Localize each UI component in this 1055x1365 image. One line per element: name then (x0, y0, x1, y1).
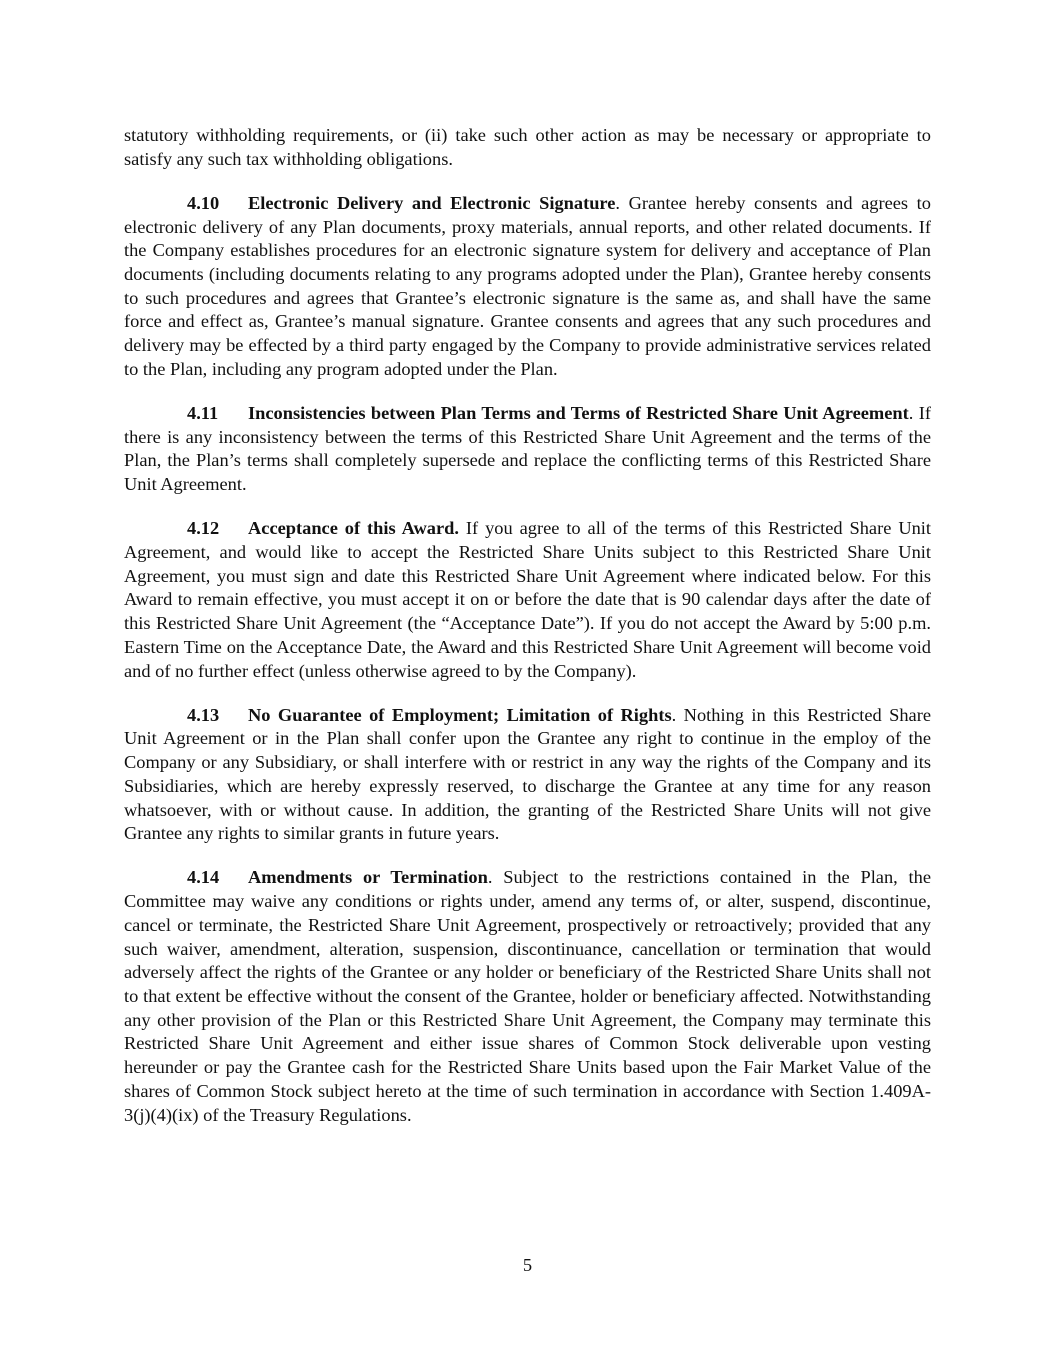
section-number: 4.12 (187, 518, 220, 539)
heading-suffix: . (671, 704, 677, 725)
document-page (124, 124, 931, 1148)
section-heading: Acceptance of this Award. (248, 518, 459, 539)
intro-paragraph: statutory withholding requirements, or (ii) take such other action as may be necessary or appropriate to satisfy any such tax withholding obligations. (124, 125, 931, 169)
page-number: 5 (522, 1255, 533, 1275)
section-4-11 (124, 402, 931, 497)
section-body: If there is any inconsistency between the terms of this Restricted Share Unit Agreement and the terms of the Plan, the Plan’s terms shall completely supersede and replace the conflicting terms of this Restricted Share Unit Agreement. (124, 403, 931, 495)
section-body: Subject to the restrictions contained in the Plan, the Committee may waive any conditions or rights under, amend any terms of, or alter, suspend, discontinue, cancel or terminate, the Restricted Share Unit Agreement, prospectively or retroactively; provided that any such waiver, amendment, alteration, suspension, discontinuance, cancellation or termination that would adversely affect the rights of the Grantee or any holder or beneficiary of the Restricted Share Units shall not to that extent be effective without the consent of the Grantee, holder or beneficiary affected. Notwithstanding any other provision of the Plan or this Restricted Share Unit Agreement, the Company may terminate this Restricted Share Unit Agreement and either issue shares of Common Stock deliverable upon vesting hereunder or pay the Grantee cash for the Restricted Share Units based upon the Fair Market Value of the shares of Common Stock subject hereto at the time of such termination in accordance with Section 1.409A-3(j)(4)(ix) of the Treasury Regulations. (124, 867, 931, 1125)
section-body: Grantee hereby consents and agrees to electronic delivery of any Plan documents, proxy materials, annual reports, and other related documents. If the Company establishes procedures for an electronic signature system for delivery and acceptance of Plan documents (including documents relating to any programs adopted under the Plan), Grantee hereby consents to such procedures and agrees that Grantee’s electronic signature is the same as, and shall have the same force and effect as, Grantee’s manual signature. Grantee consents and agrees that any such procedures and delivery may be effected by a third party engaged by the Company to provide administrative services related to the Plan, including any program adopted under the Plan. (124, 192, 931, 379)
section-number: 4.14 (187, 867, 220, 888)
section-number: 4.13 (187, 704, 220, 725)
section-4-10 (124, 192, 931, 382)
heading-suffix: . (615, 192, 621, 213)
section-heading: No Guarantee of Employment; Limitation of Rights (248, 704, 672, 725)
heading-suffix: . (908, 403, 914, 424)
section-4-12 (124, 517, 931, 683)
section-body: If you agree to all of the terms of this Restricted Share Unit Agreement, and would like to accept the Restricted Share Units subject to this Restricted Share Unit Agreement, you must sign and date this Restricted Share Unit Agreement where indicated below. For this Award to remain effective, you must accept it on or before the date that is 90 calendar days after the date of this Restricted Share Unit Agreement (the “Acceptance Date”). If you do not accept the Award by 5:00 p.m. Eastern Time on the Acceptance Date, the Award and this Restricted Share Unit Agreement will become void and of no further effect (unless otherwise agreed to by the Company). (124, 518, 932, 681)
section-4-13 (124, 704, 931, 846)
section-heading: Electronic Delivery and Electronic Signature (248, 192, 616, 213)
section-number: 4.11 (187, 403, 219, 424)
section-heading: Inconsistencies between Plan Terms and Terms of Restricted Share Unit Agreement (248, 403, 909, 424)
section-number: 4.10 (187, 192, 220, 213)
heading-suffix: . (487, 867, 493, 888)
section-body: Nothing in this Restricted Share Unit Agreement or in the Plan shall confer upon the Grantee any right to continue in the employ of the Company or any Subsidiary, or shall interfere with or restrict in any way the rights of the Company and its Subsidiaries, which are hereby expressly reserved, to discharge the Grantee at any time for any reason whatsoever, with or without cause. In addition, the granting of the Restricted Share Units will not give Grantee any rights to similar grants in future years. (124, 704, 932, 844)
section-4-14 (124, 866, 931, 1127)
section-heading: Amendments or Termination (248, 867, 488, 888)
